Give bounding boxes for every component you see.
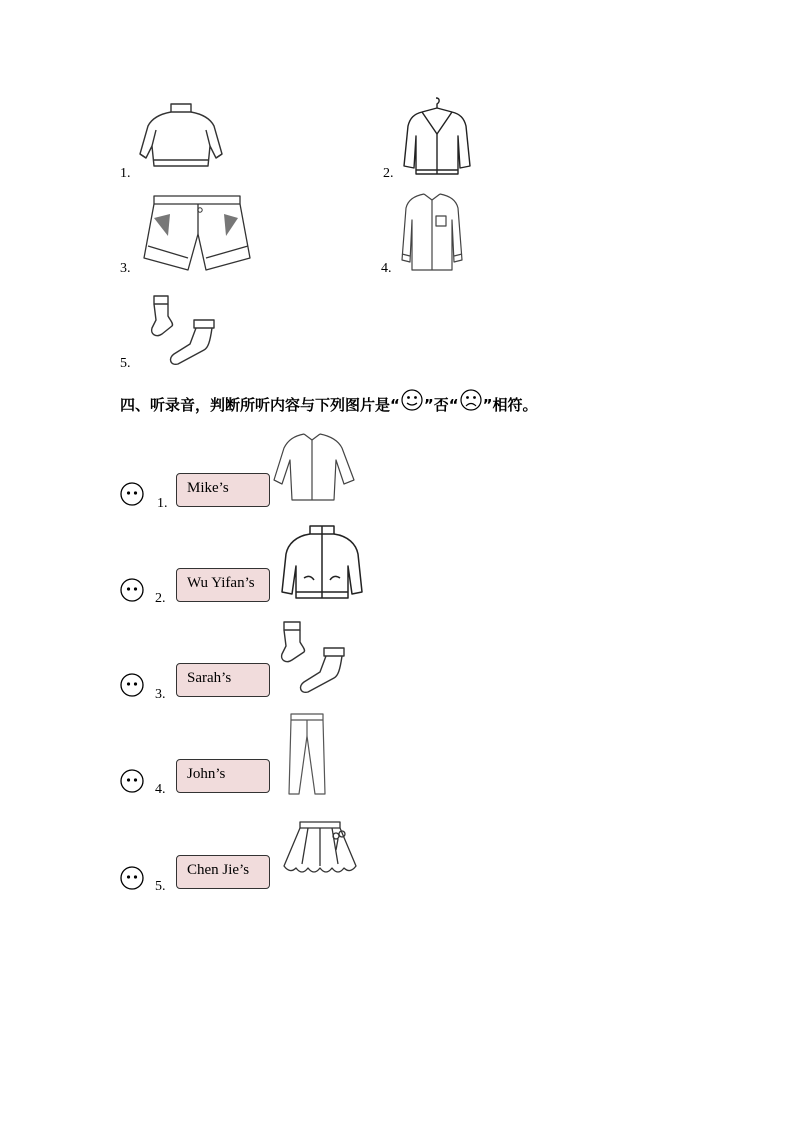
- socks-icon: [280, 620, 350, 698]
- item-number: 4.: [381, 261, 392, 276]
- jacket-on-hanger-icon: [400, 96, 476, 178]
- sad-face-icon: [460, 389, 482, 411]
- smiling-face-icon: [401, 389, 423, 411]
- item-number: 2.: [383, 166, 394, 181]
- skirt-icon: [280, 820, 360, 880]
- item-number: 4.: [155, 782, 166, 797]
- item-number: 3.: [120, 261, 131, 276]
- section-heading: [120, 393, 537, 415]
- owner-name-box: John’s: [176, 759, 270, 793]
- shirt-icon: [272, 430, 356, 502]
- pants-icon: [285, 712, 329, 798]
- answer-face-blank[interactable]: [120, 866, 144, 895]
- item-number: 1.: [157, 496, 168, 511]
- answer-face-blank[interactable]: [120, 769, 144, 798]
- heading-text-start: 四、听录音，判断所听内容与下列图片是“: [120, 395, 400, 414]
- answer-face-blank[interactable]: [120, 673, 144, 702]
- item-number: 3.: [155, 687, 166, 702]
- item-number: 1.: [120, 166, 131, 181]
- answer-face-blank[interactable]: [120, 482, 144, 511]
- owner-name-box: Chen Jie’s: [176, 855, 270, 889]
- owner-name-box: Sarah’s: [176, 663, 270, 697]
- shorts-icon: [140, 192, 252, 274]
- owner-name-box: Mike’s: [176, 473, 270, 507]
- shirt-icon: [398, 190, 466, 274]
- socks-icon: [148, 294, 220, 370]
- heading-text-middle: ”否“: [423, 395, 459, 414]
- coat-icon: [280, 522, 364, 602]
- item-number: 5.: [155, 879, 166, 894]
- item-number: 5.: [120, 356, 131, 371]
- sweater-icon: [138, 100, 224, 174]
- answer-face-blank[interactable]: [120, 578, 144, 607]
- item-number: 2.: [155, 591, 166, 606]
- heading-text-end: ”相符。: [482, 395, 538, 414]
- owner-name-box: Wu Yifan’s: [176, 568, 270, 602]
